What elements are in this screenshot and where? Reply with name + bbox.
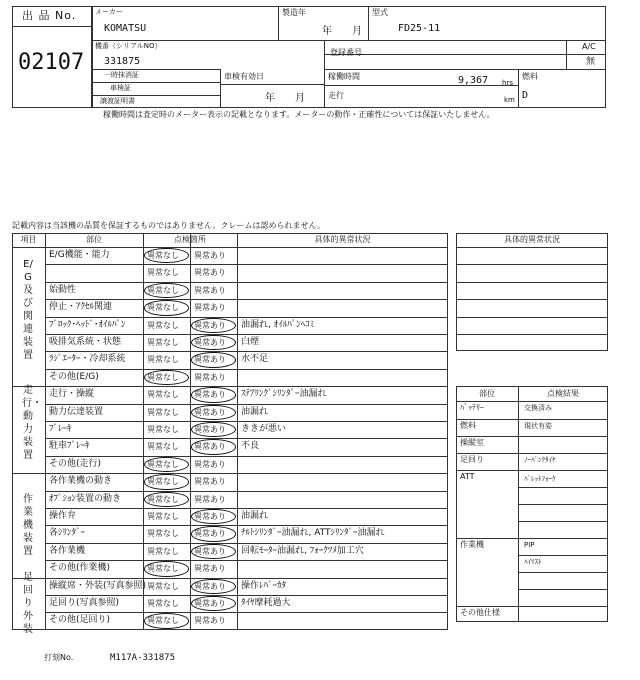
group-label: 作業機装置 <box>23 493 33 557</box>
inspection-label: 車検有効日 <box>224 72 264 81</box>
results-part-header: 部位 <box>479 389 495 398</box>
abnormal-option: 異常あり <box>194 338 226 347</box>
results-row-divider <box>518 606 608 607</box>
column-divider <box>237 233 238 630</box>
normal-option: 異常なし <box>147 494 179 504</box>
detail-text: 白煙 <box>241 337 260 347</box>
row-divider <box>45 264 448 265</box>
abnormal-option: 異常あり <box>194 512 226 521</box>
lot-label: 出 品 No. <box>22 9 77 22</box>
abnormal-option: 異常あり <box>194 599 226 608</box>
group-label: 走行・動力装置 <box>22 385 42 462</box>
normal-option: 異常なし <box>147 529 179 539</box>
abnormal-option: 異常あり <box>194 477 226 487</box>
part-label: 始動性 <box>49 284 77 295</box>
row-divider <box>45 351 448 352</box>
maker-label: メーカー <box>95 8 123 16</box>
detail-text: ﾁﾙﾄｼﾘﾝﾀﾞｰ油漏れ, ATTｼﾘﾝﾀﾞｰ油漏れ <box>241 528 385 539</box>
abnormal-option: 異常あり <box>194 546 226 556</box>
ac-value: 無 <box>586 57 596 67</box>
registration-label: 登録番号 <box>330 48 362 57</box>
normal-option: 異常なし <box>147 407 179 417</box>
detail-text: 油漏れ <box>241 511 269 521</box>
abnormal-option: 異常あり <box>194 529 226 539</box>
side-row-divider <box>456 334 608 335</box>
detail-text: 不良 <box>241 441 260 452</box>
abnormal-option: 異常あり <box>194 494 226 504</box>
results-value: ﾉｰﾊﾟﾝｸﾀｲﾔ <box>524 456 556 464</box>
part-label: 各作業機 <box>49 545 86 556</box>
column-divider <box>45 233 46 630</box>
part-label: 操縦席・外装(写真参照) <box>49 580 147 591</box>
abnormal-option: 異常あり <box>194 564 226 574</box>
results-value: PIP <box>524 541 535 549</box>
part-label: ﾌﾞﾚｰｷ <box>49 424 72 434</box>
hours-label: 稼働時間 <box>328 72 360 81</box>
selection-circle <box>191 439 236 454</box>
inspection-value: 年 月 <box>265 93 305 104</box>
stamp-label: 打刻No. <box>44 653 74 662</box>
detail-text: 回転ﾓｰﾀｰ油漏れ, ﾌｫｰｸﾂﾒ加工穴 <box>241 545 364 556</box>
selection-circle <box>144 474 189 489</box>
selection-circle <box>191 318 236 333</box>
side-row-divider <box>456 282 608 283</box>
results-row-divider <box>518 589 608 590</box>
detail-text: 操作ﾚﾊﾞｰｶﾀ <box>241 580 287 591</box>
fuel-value: D <box>522 90 529 101</box>
normal-option: 異常なし <box>147 425 179 434</box>
row-divider <box>45 508 448 509</box>
column-header: 部位 <box>86 235 102 244</box>
row-divider <box>45 560 448 561</box>
column-header: 点検箇所 <box>174 235 206 244</box>
selection-circle <box>144 457 189 472</box>
distance-label: 走行 <box>328 91 344 100</box>
lot-number: 02107 <box>18 50 85 75</box>
results-part: 操縦室 <box>460 438 484 447</box>
fuel-label: 燃料 <box>522 72 538 81</box>
selection-circle <box>191 352 236 367</box>
hours-value: 9,367 <box>458 75 489 86</box>
abnormal-option: 異常あり <box>194 425 226 434</box>
ac-label: A/C <box>582 42 596 51</box>
part-label: ﾗｼﾞｴｰﾀｰ・冷却系統 <box>49 354 126 365</box>
normal-option: 異常なし <box>147 581 179 591</box>
row-divider <box>45 299 448 300</box>
row-divider <box>45 491 448 492</box>
normal-option: 異常なし <box>147 390 179 400</box>
part-label: 停止・ｱｸｾﾙ関連 <box>49 302 113 313</box>
detail-text: 油漏れ, ｵｲﾙﾊﾟﾝﾍｺﾐ <box>241 319 315 330</box>
selection-circle <box>144 561 189 576</box>
distance-unit: km <box>504 96 515 104</box>
doc-label-transfer-cert: 譲渡証明書 <box>100 97 135 105</box>
abnormal-option: 異常あり <box>194 251 226 260</box>
row-divider <box>45 421 448 422</box>
results-value: ﾊｲﾏｽﾄ <box>524 558 542 566</box>
results-result-header: 点検結果 <box>547 389 579 398</box>
side-row-divider <box>456 264 608 265</box>
results-part: その他仕様 <box>460 608 500 617</box>
abnormal-option: 異常あり <box>194 320 226 330</box>
detail-text: ﾀｲﾔ摩耗過大 <box>241 598 291 608</box>
results-part-divider <box>456 419 518 420</box>
row-divider <box>45 612 448 613</box>
maker-value: KOMATSU <box>104 23 147 34</box>
detail-text: 水不足 <box>241 354 269 365</box>
selection-circle <box>191 526 236 541</box>
results-row-divider <box>518 401 608 402</box>
detail-text: 油漏れ <box>241 406 269 417</box>
selection-circle <box>191 544 236 559</box>
results-row-divider <box>518 419 608 420</box>
selection-circle <box>144 283 189 298</box>
normal-option: 異常なし <box>147 372 179 382</box>
normal-option: 異常なし <box>147 303 179 313</box>
abnormal-option: 異常あり <box>194 303 226 313</box>
doc-label-temp-cancel: 一時抹消証 <box>104 71 139 79</box>
results-row-divider <box>518 504 608 505</box>
selection-circle <box>191 387 236 402</box>
results-part: 燃料 <box>460 421 476 430</box>
row-divider <box>45 595 448 596</box>
results-part-divider <box>456 538 518 539</box>
results-row-divider <box>518 487 608 488</box>
detail-text: ききが悪い <box>241 424 287 434</box>
results-row-divider <box>518 470 608 471</box>
abnormal-option: 異常あり <box>194 285 226 295</box>
serial-label: 機番（シリアルNO） <box>95 42 162 50</box>
selection-circle <box>144 613 189 628</box>
normal-option: 異常なし <box>147 442 179 452</box>
part-label: その他(走行) <box>49 458 102 469</box>
year-value: 年 月 <box>322 26 362 37</box>
part-label: 駐車ﾌﾞﾚｰｷ <box>49 441 90 452</box>
row-divider <box>45 369 448 370</box>
normal-option: 異常なし <box>147 616 179 626</box>
normal-option: 異常なし <box>147 546 179 556</box>
results-value: 現状有姿 <box>524 422 552 430</box>
results-value: 交換済み <box>524 404 552 412</box>
abnormal-option: 異常あり <box>194 372 226 382</box>
row-divider <box>45 404 448 405</box>
normal-option: 異常なし <box>147 320 179 330</box>
abnormal-option: 異常あり <box>194 355 226 365</box>
serial-value: 331875 <box>104 56 141 67</box>
row-divider <box>45 282 448 283</box>
part-label: 吸排気系統・状態 <box>49 337 122 347</box>
disclaimer: 記載内容は当該機の品質を保証するものではありません。クレームは認められません。 <box>12 221 325 230</box>
part-label: その他(作業機) <box>49 563 111 574</box>
selection-circle <box>144 370 189 385</box>
normal-option: 異常なし <box>147 268 179 278</box>
selection-circle <box>191 405 236 420</box>
row-divider <box>45 543 448 544</box>
results-part: ATT <box>460 472 475 481</box>
column-header: 項目 <box>20 235 37 244</box>
part-label: その他(足回り) <box>49 615 111 626</box>
spec-box <box>92 6 606 108</box>
hours-unit: hrs <box>502 79 513 87</box>
part-label: E/G機能・能力 <box>49 250 110 260</box>
part-label: 操作弁 <box>49 511 77 521</box>
header-divider <box>12 247 448 248</box>
normal-option: 異常なし <box>147 599 179 608</box>
normal-option: 異常なし <box>147 355 179 365</box>
side-row-divider <box>456 299 608 300</box>
abnormal-option: 異常あり <box>194 581 226 591</box>
selection-circle <box>191 579 236 594</box>
part-label: ﾌﾞﾛｯｸ･ﾍｯﾄﾞ･ｵｲﾙﾊﾟﾝ <box>49 319 126 330</box>
results-part-divider <box>456 401 518 402</box>
part-label: 各ｼﾘﾝﾀﾞｰ <box>49 528 86 539</box>
side-header: 具体的異常状況 <box>504 235 560 244</box>
normal-option: 異常なし <box>147 338 179 347</box>
results-part: 作業機 <box>460 540 484 549</box>
results-row-divider <box>518 436 608 437</box>
column-header: 具体的異常状況 <box>314 235 371 244</box>
row-divider <box>45 438 448 439</box>
group-divider <box>12 578 448 579</box>
hours-note: 稼働時間は査定時のメーター表示の記載となります。メーターの動作・正確性については保証いたしません。 <box>103 110 495 119</box>
group-label: E/G及び関連装置 <box>23 259 33 362</box>
group-divider <box>12 386 448 387</box>
stamp-value: M117A-331875 <box>110 653 176 663</box>
results-part: 足回り <box>460 455 484 464</box>
part-label: 各作業機の動き <box>49 476 113 487</box>
selection-circle <box>144 300 189 315</box>
row-divider <box>45 334 448 335</box>
part-label: 動力伝達装置 <box>49 406 104 417</box>
abnormal-option: 異常あり <box>194 390 226 400</box>
results-row-divider <box>518 538 608 539</box>
normal-option: 異常なし <box>147 251 179 260</box>
normal-option: 異常なし <box>147 477 179 487</box>
abnormal-option: 異常あり <box>194 442 226 452</box>
abnormal-option: 異常あり <box>194 459 226 469</box>
detail-text: ｽﾃｱﾘﾝｸﾞｼﾘﾝﾀﾞｰ油漏れ <box>241 389 327 400</box>
model-label: 型式 <box>372 8 388 17</box>
normal-option: 異常なし <box>147 459 179 469</box>
abnormal-option: 異常あり <box>194 407 226 417</box>
selection-circle <box>144 492 189 507</box>
row-divider <box>45 456 448 457</box>
results-part-divider <box>456 453 518 454</box>
row-divider <box>45 525 448 526</box>
results-row-divider <box>518 572 608 573</box>
group-label: 足回り外装 <box>23 572 33 636</box>
part-label: 足回り(写真参照) <box>49 598 120 608</box>
results-part-divider <box>456 436 518 437</box>
part-label: その他(E/G) <box>49 371 99 382</box>
results-row-divider <box>518 555 608 556</box>
part-label: ｵﾌﾟｼｮﾝ装置の動き <box>49 493 122 504</box>
results-row-divider <box>518 521 608 522</box>
normal-option: 異常なし <box>147 512 179 521</box>
normal-option: 異常なし <box>147 285 179 295</box>
year-label: 製造年 <box>282 8 306 17</box>
row-divider <box>45 317 448 318</box>
results-part-divider <box>456 470 518 471</box>
side-header-divider <box>456 247 608 248</box>
abnormal-option: 異常あり <box>194 268 226 278</box>
side-row-divider <box>456 317 608 318</box>
abnormal-option: 異常あり <box>194 616 226 626</box>
results-value: ﾊﾟﾚｯﾄﾌｫｰｸ <box>524 475 556 483</box>
normal-option: 異常なし <box>147 564 179 574</box>
group-divider <box>12 473 448 474</box>
results-row-divider <box>518 453 608 454</box>
part-label: 走行・操縦 <box>49 389 95 400</box>
results-part: ﾊﾞｯﾃﾘｰ <box>460 403 484 412</box>
doc-label-vehicle-cert: 車検証 <box>110 84 131 92</box>
results-part-divider <box>456 606 518 607</box>
model-value: FD25-11 <box>398 23 441 34</box>
